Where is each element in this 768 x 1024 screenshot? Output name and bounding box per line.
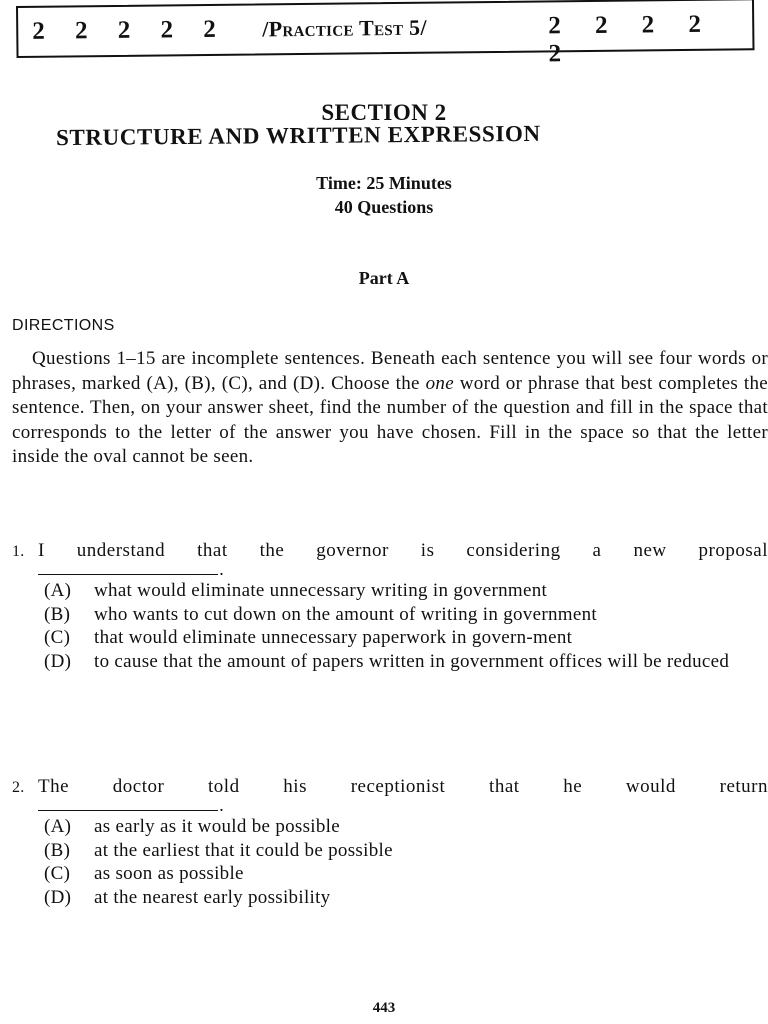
option-a [44, 815, 768, 839]
answer-options [44, 815, 768, 909]
answer-blank [38, 798, 218, 811]
option-d [44, 650, 768, 674]
option-a [44, 579, 768, 603]
option-letter: (C) [44, 627, 71, 648]
option-text: at the earliest that it could be possible [94, 839, 393, 861]
part-label: Part A [358, 268, 410, 288]
header-title: /Practice Test 5/ [262, 14, 427, 42]
question-1 [12, 540, 768, 673]
option-text: as soon as possible [94, 863, 244, 884]
answer-blank [38, 562, 218, 575]
option-text: at the nearest early possibility [94, 886, 331, 908]
header-right-numbers: 2 2 2 2 2 [548, 10, 716, 68]
option-c [44, 862, 768, 886]
question-count: 40 Questions [334, 197, 434, 217]
question-stem: The doctor told his receptionist that he would return [38, 776, 768, 797]
time-limit: Time: 25 Minutes [316, 173, 452, 193]
option-text: who wants to cut down on the amount of writing in government [94, 603, 597, 625]
option-letter: (D) [44, 650, 72, 672]
option-c [44, 626, 768, 650]
option-text: that would eliminate unnecessary paperwork in govern-ment [94, 627, 573, 648]
option-letter: (D) [44, 886, 72, 908]
option-d [44, 886, 768, 910]
directions-label: DIRECTIONS [12, 317, 115, 334]
option-b [44, 603, 768, 627]
directions-text [12, 347, 768, 470]
directions-text-part-2: word or phrase that best completes the sentence. Then, on your answer sheet, find the number of the question and fill in the space that corresponds to the letter of the answer you have chosen. Fill in the space so that the letter inside the oval cannot be seen. [12, 372, 768, 467]
header-left-numbers: 2 2 2 2 2 [32, 15, 228, 45]
option-text: as early as it would be possible [94, 816, 340, 837]
option-text: to cause that the amount of papers written in government offices will be reduced [94, 650, 730, 672]
page-number: 443 [372, 1000, 396, 1016]
question-stem: I understand that the governor is considering a new proposal [38, 540, 768, 561]
question-2 [12, 776, 768, 909]
section-subtitle: STRUCTURE AND WRITTEN EXPRESSION [55, 120, 541, 151]
answer-options [44, 579, 768, 673]
directions-emphasis: one [425, 372, 454, 394]
option-letter: (B) [44, 603, 71, 625]
option-b [44, 839, 768, 863]
option-text: what would eliminate unnecessary writing in government [94, 580, 548, 601]
section-title: SECTION 2 [321, 100, 447, 125]
option-letter: (C) [44, 863, 71, 884]
directions-text-part-1: Questions 1–15 are incomplete sentences. Beneath each sentence you will see four words or phrases, marked (A), (B), (C), and (D). Choose the [12, 348, 768, 394]
option-letter: (B) [44, 839, 71, 861]
option-letter: (A) [44, 816, 72, 837]
question-number: 2. [12, 779, 25, 796]
question-number: 1. [12, 543, 25, 560]
page-header-box [16, 0, 755, 68]
option-letter: (A) [44, 580, 72, 601]
